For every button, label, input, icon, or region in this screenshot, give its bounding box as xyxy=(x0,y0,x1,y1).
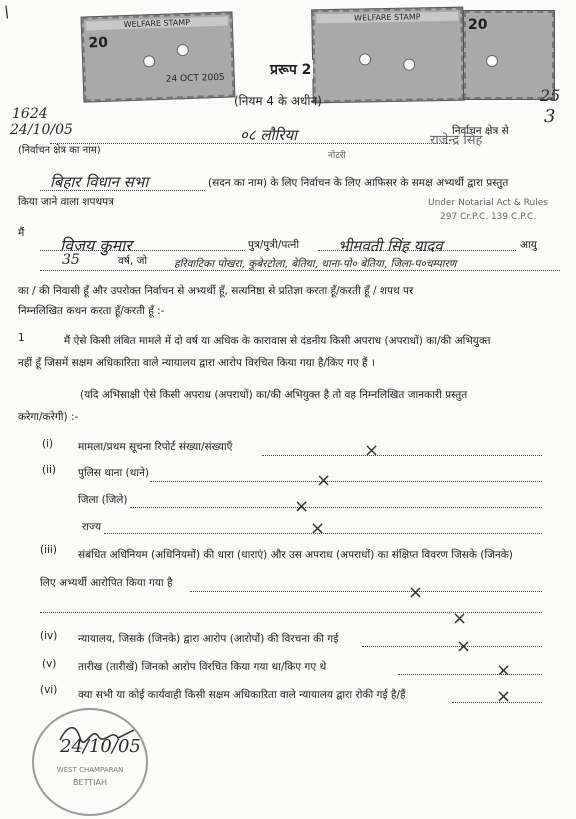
item-ii-label: पुलिस थाना (थाने) xyxy=(78,467,150,479)
seal-line-1: WEST CHAMPARAN xyxy=(56,766,124,774)
item-v-number: (v) xyxy=(42,658,57,670)
stamp-value: 20 xyxy=(88,34,109,52)
constituency-name: ०८ लौरिया xyxy=(240,126,298,144)
stamp-date: 24 OCT 2005 xyxy=(165,72,225,85)
stamp-label: WELFARE STAMP xyxy=(316,12,458,23)
candidate-line3: का / की निवासी हूँ और उपरोक्त निर्वाचन से अभ्यर्थी हूँ, सत्यनिष्ठा से प्रतिज्ञा करता हूँ/करती हूँ / शपथ पर xyxy=(18,285,414,297)
form-title: प्ररूप 2 xyxy=(270,62,312,78)
para2-line2: करेगा/करेगी) :- xyxy=(18,411,79,423)
cross-mark: × xyxy=(364,440,380,461)
seal-line-2: BETTIAH xyxy=(72,778,108,787)
page-number-top: 25 xyxy=(540,86,561,105)
cross-mark: × xyxy=(408,582,424,603)
house-label: (सदन का नाम) के लिए निर्वाचन के लिए आफिसर के समक्ष अभ्यर्थी द्वारा प्रस्तुत xyxy=(208,177,509,189)
para2-line1: (यदि अभिसाक्षी ऐसे किसी अपराध (अपराधों) का/की अभियुक्त है तो वह निम्नलिखित जानकारी प्रस्तुत xyxy=(80,389,468,401)
item-i-label: मामला/प्रथम सूचना रिपोर्ट संख्या/संख्याएँ xyxy=(78,441,233,453)
house-name: बिहार विधान सभा xyxy=(50,173,149,191)
page-number-bottom: 3 xyxy=(544,106,556,127)
item-ii-state-label: राज्य xyxy=(82,521,102,533)
signature-date: 24/10/05 xyxy=(60,736,141,757)
father-name: भीमवती सिंह यादव xyxy=(338,237,443,255)
item-ii-district-label: जिला (जिले) xyxy=(78,494,128,506)
item-iv-number: (iv) xyxy=(40,630,58,642)
years-label: वर्ष, जो xyxy=(118,255,148,267)
candidate-address: हरिवाटिका पोखरा, कुबेरटोला, बेतिया, थाना-पो० बेतिया, जिला-प०चम्पारण xyxy=(174,258,457,270)
cross-mark: × xyxy=(316,470,332,491)
cross-mark: × xyxy=(496,660,512,681)
corner-mark: \ xyxy=(4,2,10,21)
stamp-value: 20 xyxy=(468,17,488,33)
cross-mark: × xyxy=(456,636,472,657)
cross-mark: × xyxy=(452,608,468,629)
candidate-line4: निम्नलिखित कथन करता हूँ/करती हूँ :- xyxy=(18,305,165,317)
item-i-number: (i) xyxy=(42,438,54,450)
notary-stamp-1: नोटरी xyxy=(328,151,346,161)
para1-number: 1 xyxy=(18,332,25,344)
para1-line2: नहीं हूँ जिसमें सक्षम अधिकारिता वाले न्यायालय द्वारा आरोप विरचित किया गया है/किए गए हैं । xyxy=(18,357,375,369)
constituency-label-right: निर्वाचन क्षेत्र से xyxy=(452,125,509,137)
revenue-stamp-center xyxy=(311,7,465,104)
item-vi-number: (vi) xyxy=(40,684,58,696)
age-label: आयु xyxy=(520,239,537,251)
form-subtitle: (नियम 4 के अधीन) xyxy=(234,94,322,108)
item-ii-number: (ii) xyxy=(42,464,57,476)
para1-line1: मैं ऐसे किसी लंबित मामले में दो वर्ष या अधिक के कारावास से दंडनीय किसी अपराध (अपराधों) का/की अभियुक्त xyxy=(64,335,491,347)
cross-mark: × xyxy=(310,518,326,539)
item-v-label: तारीख (तारीखें) जिनको आरोप विरचित किया गया था/किए गए थे xyxy=(78,661,327,673)
margin-number: 1624 xyxy=(12,106,48,122)
stamp-label: WELFARE STAMP xyxy=(86,17,228,31)
item-iii-label: संबंधित अधिनियम (अधिनियमों) की धारा (धाराएं) और उस अपराध (अपराधों) का संक्षिप्त विवरण जिसके (जिनके) xyxy=(78,549,513,561)
item-iii-number: (iii) xyxy=(40,544,57,556)
relation-label: पुत्र/पुत्री/पत्नी xyxy=(248,239,300,251)
cross-mark: × xyxy=(294,496,310,517)
notary-stamp-4: 297 Cr.P.C. 139 C.P.C. xyxy=(440,212,537,222)
margin-date: 24/10/05 xyxy=(10,122,73,138)
house-line2: किया जाने वाला शपथपत्र xyxy=(18,196,114,208)
notary-stamp-3: Under Notarial Act & Rules xyxy=(428,198,548,208)
item-vi-label: क्या सभी या कोई कार्यवाही किसी सक्षम अधिकारिता वाले न्यायालय द्वारा रोकी गई है/हैं xyxy=(78,689,406,701)
candidate-name: विजय कुमार xyxy=(60,236,132,255)
cross-mark: × xyxy=(496,686,512,707)
candidate-prefix: मैं xyxy=(18,227,25,239)
notary-stamp-2: राजेन्द्र सिंह xyxy=(430,133,483,148)
revenue-stamp-left xyxy=(81,11,236,102)
candidate-age: 35 xyxy=(62,252,80,268)
item-iv-label: न्यायालय, जिसके (जिनके) द्वारा आरोप (आरोपों) की विरचना की गई xyxy=(78,633,339,645)
constituency-label-left: (निर्वाचन क्षेत्र का नाम) xyxy=(18,145,101,156)
item-iii-line2: लिए अभ्यर्थी आरोपित किया गया है xyxy=(40,577,173,589)
